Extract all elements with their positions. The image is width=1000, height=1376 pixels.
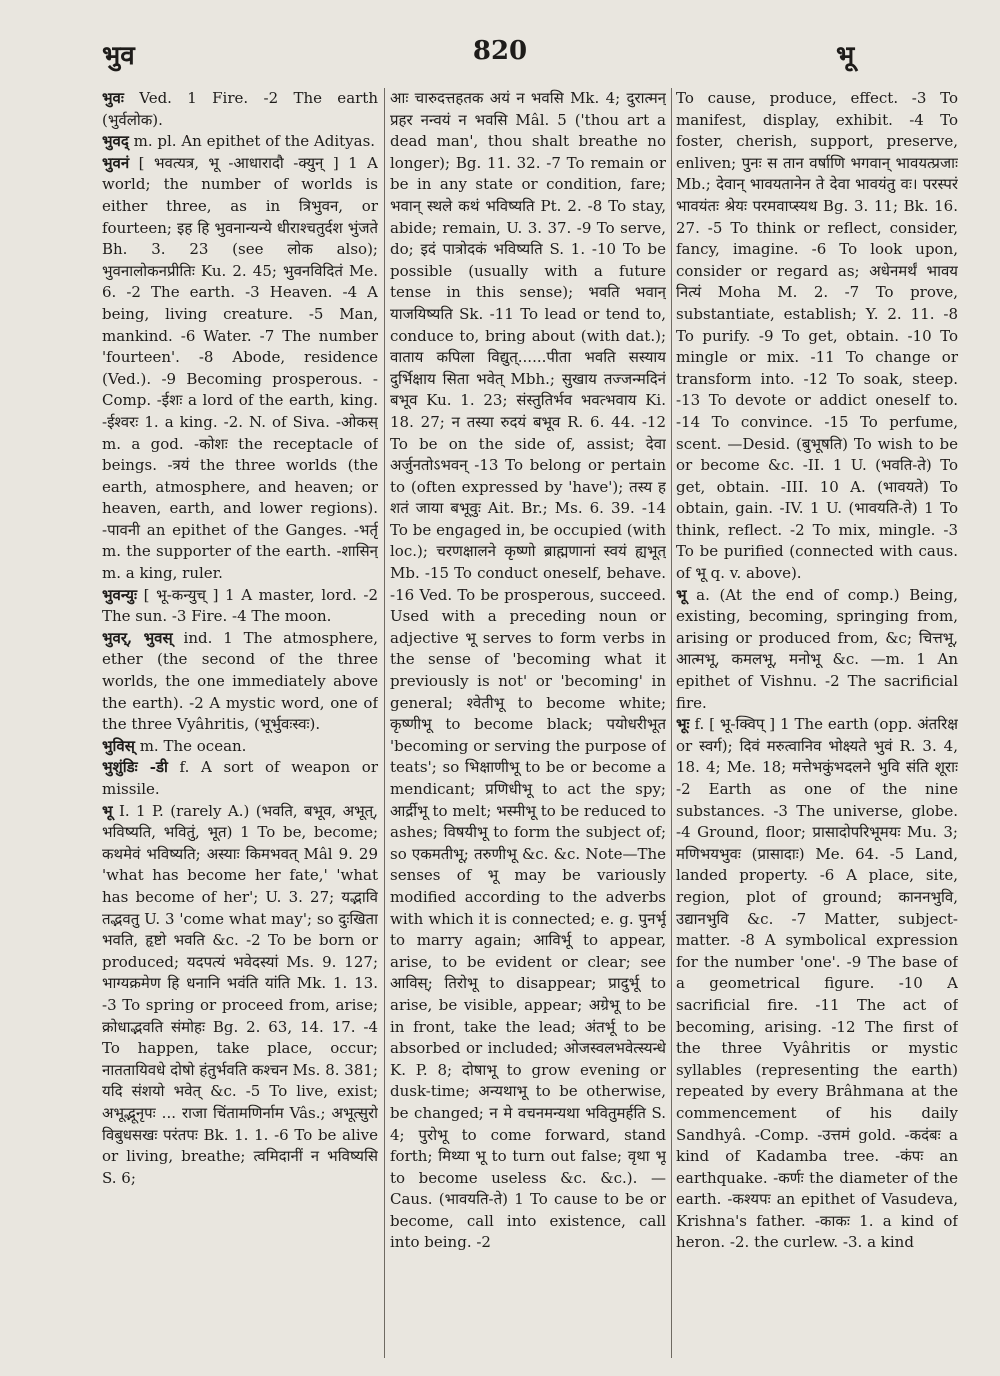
column-divider: [671, 88, 672, 1358]
dictionary-entry: [102, 153, 378, 585]
page-header: [0, 36, 1000, 84]
entry-headword: भुशुंडिः -डी: [102, 758, 168, 777]
dictionary-entry: [676, 88, 958, 585]
entry-definition: a. (At the end of comp.) Being, existing, becoming, springing from, arising or produced from, &c; चित्तभू, आत्मभू, कमलभू, मनोभू &c. —m. 1 An epithet of Vishnu. -2 The sacrificial fire.: [676, 585, 958, 712]
entry-definition: Ved. 1 Fire. -2 The earth (भुर्वलोक).: [102, 89, 378, 129]
entry-definition: f. A sort of weapon or missile.: [102, 758, 378, 798]
entry-definition: m. pl. An epithet of the Adityas.: [128, 132, 376, 151]
dictionary-entry: [102, 757, 378, 800]
dictionary-entry: [676, 585, 958, 715]
entry-definition: [ भू-कन्युच् ] 1 A master, lord. -2 The sun. -3 Fire. -4 The moon.: [102, 585, 378, 626]
header-left-guide-word: भुव: [102, 41, 135, 71]
column-2: [390, 88, 666, 1358]
header-right-guide-word: भू: [836, 41, 855, 71]
column-3: [676, 88, 958, 1358]
dictionary-entry: [102, 585, 378, 628]
entry-definition: I. 1 P. (rarely A.) (भवति, बभूव, अभूत्, भविष्यति, भवितुं, भूत) 1 To be, become; कथमेवं भविष्यति; अस्याः किमभवत् Mâl 9. 29 'what has become her fate,' 'what has become of her'; U. 3. 27; यद्भावि तद्भवतु U. 3 'come what may'; so दुःखिता भवति, हृष्टो भवति &c. -2 To be born or produced; यदपत्यं भवेदस्यां Ms. 9. 127; भाग्यक्रमेण हि धनानि भवंति यांति Mk. 1. 13. -3 To spring or proceed from, arise; क्रोधाद्भवति संमोहः Bg. 2. 63, 14. 17. -4 To happen, take place, occur; नाततायिवधे दोषो हंतुर्भवति कश्चन Ms. 8. 381; यदि संशयो भवेत् &c. -5 To live, exist; अभूद्भूनृपः ... राजा चिंतामणिर्नाम Vâs.; अभूत्सुरो विबुधसखः परंतपः Bk. 1. 1. -6 To be alive or living, breathe; त्वमिदानीं न भविष्यसि S. 6;: [102, 801, 378, 1187]
entry-headword: भुवर्, भुवस्: [102, 628, 173, 647]
dictionary-entry: [102, 88, 378, 131]
entry-definition: आः चारुदत्तहतक अयं न भवसि Mk. 4; दुरात्मन् प्रहर नन्वयं न भवसि Mâl. 5 ('thou art a dead man', thou shalt breathe no longer); Bg. 11. 32. -7 To remain or be in any state or condition, fare; भवान् स्थले कथं भविष्यति Pt. 2. -8 To stay, abide; remain, U. 3. 37. -9 To serve, do; इदं पात्रोदकं भविष्यति S. 1. -10 To be possible (usually with a future tense in this sense); भवति भवान् याजयिष्यति Sk. -11 To lead or tend to, conduce to, bring about (with dat.); वाताय कपिला विद्युत्......पीता भवति सस्याय दुर्भिक्षाय सिता भवेत् Mbh.; सुखाय तज्जन्मदिनं बभूव Ku. 1. 23; संस्तुतिर्भव भवत्भवाय Ki. 18. 27; न तस्या रुदयं बभूव R. 6. 44. -12 To be on the side of, assist; देवा अर्जुनतोऽभवन् -13 To belong or pertain to (often expressed by 'have'); तस्य ह शतं जाया बभूवुः Ait. Br.; Ms. 6. 39. -14 To be engaged in, be occupied (with loc.); चरणक्षालने कृष्णो ब्राह्मणानां स्वयं ह्यभूत् Mb. -15 To conduct oneself, behave. -16 Ved. To be prosperous, succeed. Used with a preceding noun or adjective भू serves to form verbs in the sense of 'becoming what it previously is not' or 'becoming' in general; श्वेतीभू to become white; कृष्णीभू to become black; पयोधरीभूत 'becoming or serving the purpose of teats'; so भिक्षाणीभू to be or become a mendicant; प्रणिधीभू to act the spy; आर्द्रीभू to melt; भस्मीभू to be reduced to ashes; विषयीभू to form the subject of; so एकमतीभू; तरुणीभू &c. &c. Note—The senses of भू may be variously modified according to the adverbs with which it is connected; e. g. पुनर्भू to marry again; आविर्भू to appear, arise, to be evident or clear; see आविस्; तिरोभू to disappear; प्रादुर्भू to arise, be visible, appear; अग्रेभू to be in front, take the lead; अंतर्भू to be absorbed or included; ओजस्वलभवेत्स्यन्धे K. P. 8; दोषाभू to grow evening or dusk-time; अन्यथाभू to be otherwise, be changed; न मे वचनमन्यथा भवितुमर्हति S. 4; पुरोभू to come forward, stand forth; मिथ्या भू to turn out false; वृथा भू to become useless &c. &c.). — Caus. (भावयति-ते) 1 To cause to be or become, call into existence, call into being. -2: [390, 89, 666, 1252]
entry-headword: भुवः: [102, 89, 124, 107]
dictionary-entry: [102, 131, 378, 153]
entry-definition: [ भवत्यत्र, भू -आधारादौ -क्युन् ] 1 A world; the number of worlds is either three, as in त्रिभुवन, or fourteen; इह हि भुवनान्यन्ये धीराश्चतुर्दश भुंजते Bh. 3. 23 (see लोक also); भुवनालोकनप्रीतिः Ku. 2. 45; भुवनविदितं Me. 6. -2 The earth. -3 Heaven. -4 A being, living creature. -5 Man, mankind. -6 Water. -7 The number 'fourteen'. -8 Abode, residence (Ved.). -9 Becoming prosperous. -Comp. -ईशः a lord of the earth, king. -ईश्वरः 1. a king. -2. N. of Siva. -ओकस् m. a god. -कोशः the receptacle of beings. -त्रयं the three worlds (the earth, atmosphere, and heaven; or heaven, earth, and lower regions). -पावनी an epithet of the Ganges. -भर्तृ m. the supporter of the earth. -शासिन् m. a king, ruler.: [102, 153, 378, 583]
dictionary-entry: [102, 736, 378, 758]
entry-headword: भूः: [676, 715, 690, 734]
entry-headword: भू: [676, 585, 687, 604]
page-number: 820: [472, 36, 528, 66]
entry-definition: ind. 1 The atmosphere, ether (the second of the three worlds, the one immediately above the earth). -2 A mystic word, one of the three Vyâhritis, (भूर्भुवःस्वः).: [102, 628, 378, 734]
dictionary-entry: [390, 88, 666, 1254]
entry-definition: m. The ocean.: [134, 736, 247, 755]
dictionary-entry: [102, 801, 378, 1190]
entry-headword: भुवद्‌: [102, 132, 129, 151]
entry-headword: भू: [102, 801, 113, 820]
entry-headword: भुविस्: [102, 736, 135, 755]
entry-headword: भुवन्युः: [102, 585, 138, 604]
entry-definition: To cause, produce, effect. -3 To manifest, display, exhibit. -4 To foster, cherish, support, preserve, enliven; पुनः स तान वर्षाणि भगवान् भावयत्प्रजाः Mb.; देवान् भावयतानेन ते देवा भावयंतु वः। परस्परं भावयंतः श्रेयः परमवाप्स्यथ Bg. 3. 11; Bk. 16. 27. -5 To think or reflect, consider, fancy, imagine. -6 To look upon, consider or regard as; अधेनमर्थं भावय नित्यं Moha M. 2. -7 To prove, substantiate, establish; Y. 2. 11. -8 To purify. -9 To get, obtain. -10 To mingle or mix. -11 To change or transform into. -12 To soak, steep. -13 To devote or addict oneself to. -14 To convince. -15 To perfume, scent. —Desid. (बुभूषति) To wish to be or become &c. -II. 1 U. (भवति-ते) To get, obtain. -III. 10 A. (भावयते) To obtain, gain. -IV. 1 U. (भावयति-ते) 1 To think, reflect. -2 To mix, mingle. -3 To be purified (connected with caus. of भू q. v. above).: [676, 89, 958, 583]
entry-headword: भुवनं: [102, 153, 130, 172]
dictionary-entry: [102, 628, 378, 736]
dictionary-entry: [676, 714, 958, 1254]
column-divider: [384, 88, 385, 1358]
entry-definition: f. [ भू-क्विप् ] 1 The earth (opp. अंतरिक्ष or स्वर्ग); दिवं मरुत्वानिव भोक्ष्यते भुवं R. 3. 4, 18. 4; Me. 18; मत्तेभकुंभदलने भुवि संति शूराः -2 Earth as one of the nine substances. -3 The universe, globe. -4 Ground, floor; प्रासादोपरिभूमयः Mu. 3; मणिभयभुवः (प्रासादाः) Me. 64. -5 Land, landed property. -6 A place, site, region, plot of ground; काननभुवि, उद्यानभुवि &c. -7 Matter, subject-matter. -8 A symbolical expression for the number 'one'. -9 The base of a geometrical figure. -10 A sacrificial fire. -11 The act of becoming, arising. -12 The first of the three Vyâhritis or mystic syllables (representing the earth) repeated by every Brâhmana at the commencement of his daily Sandhyâ. -Comp. -उत्तमं gold. -कदंबः a kind of Kadamba tree. -कंपः an earthquake. -कर्णः the diameter of the earth. -कश्यपः an epithet of Vasudeva, Krishna's father. -काकः 1. a kind of heron. -2. the curlew. -3. a kind: [676, 715, 958, 1252]
column-1: [102, 88, 378, 1358]
